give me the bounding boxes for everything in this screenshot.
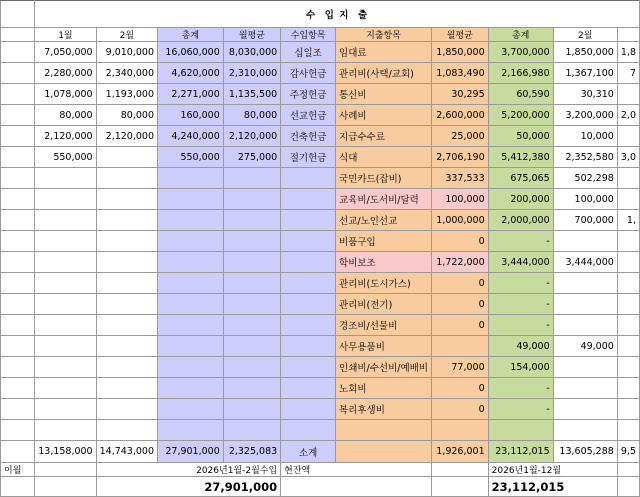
table-cell[interactable] — [223, 210, 280, 231]
table-cell[interactable] — [432, 336, 489, 357]
table-cell[interactable]: 154,000 — [488, 357, 553, 378]
table-cell[interactable]: 임대료 — [336, 42, 432, 63]
table-cell[interactable]: 십일조 — [281, 42, 336, 63]
table-cell[interactable]: 3,444,000 — [553, 252, 617, 273]
total-cell[interactable] — [1, 441, 35, 463]
table-cell[interactable] — [617, 231, 639, 252]
table-cell[interactable] — [158, 420, 224, 441]
table-cell[interactable] — [158, 378, 224, 399]
table-cell[interactable] — [617, 399, 639, 420]
empty-cell[interactable] — [281, 477, 432, 497]
table-cell[interactable]: 주정헌금 — [281, 84, 336, 105]
summary-value-row — [1, 477, 640, 497]
table-cell[interactable] — [281, 231, 336, 252]
table-cell[interactable] — [281, 210, 336, 231]
table-cell[interactable] — [1, 399, 35, 420]
table-cell[interactable]: 80,000 — [35, 105, 96, 126]
table-cell[interactable] — [1, 210, 35, 231]
total-cell[interactable]: 13,605,288 — [553, 441, 617, 463]
empty-cell[interactable] — [35, 477, 96, 497]
table-cell[interactable]: 337,533 — [432, 168, 489, 189]
table-cell[interactable] — [281, 168, 336, 189]
table-cell[interactable]: 1, — [617, 210, 639, 231]
table-cell[interactable]: 3,700,000 — [488, 42, 553, 63]
table-cell[interactable]: 경조비/선물비 — [336, 315, 432, 336]
table-cell[interactable]: 80,000 — [96, 105, 157, 126]
income-total-value[interactable]: 27,901,000 — [96, 477, 281, 497]
total-cell[interactable]: 13,158,000 — [35, 441, 96, 463]
table-cell[interactable] — [223, 399, 280, 420]
empty-cell[interactable] — [617, 463, 639, 477]
table-cell[interactable] — [281, 336, 336, 357]
empty-cell[interactable] — [1, 477, 35, 497]
summary-label-row — [1, 463, 640, 477]
table-cell[interactable] — [223, 189, 280, 210]
table-cell[interactable] — [1, 231, 35, 252]
table-cell[interactable]: 3,0 — [617, 147, 639, 168]
table-cell[interactable] — [336, 420, 432, 441]
table-cell[interactable] — [617, 273, 639, 294]
table-cell[interactable] — [553, 273, 617, 294]
table-cell[interactable]: 노회비 — [336, 378, 432, 399]
column-header[interactable]: 월평균 — [432, 28, 489, 42]
table-cell[interactable]: 2,706,190 — [432, 147, 489, 168]
table-cell[interactable] — [35, 378, 96, 399]
table-cell[interactable] — [553, 357, 617, 378]
table-cell[interactable]: 1,135,500 — [223, 84, 280, 105]
table-cell[interactable] — [223, 378, 280, 399]
table-cell[interactable]: 관리비(사택/교회) — [336, 63, 432, 84]
table-row — [1, 42, 640, 63]
column-header[interactable]: 총계 — [158, 28, 224, 42]
table-cell[interactable]: 550,000 — [158, 147, 224, 168]
table-cell[interactable]: 2,280,000 — [35, 63, 96, 84]
table-cell[interactable] — [223, 336, 280, 357]
table-cell[interactable] — [158, 315, 224, 336]
table-cell[interactable]: 2,166,980 — [488, 63, 553, 84]
total-cell[interactable] — [336, 441, 432, 463]
table-cell[interactable] — [1, 189, 35, 210]
table-cell[interactable]: 0 — [432, 273, 489, 294]
table-cell[interactable]: 2,0 — [617, 105, 639, 126]
title-row — [1, 1, 640, 28]
table-row — [1, 378, 640, 399]
table-cell[interactable]: 통신비 — [336, 84, 432, 105]
table-row — [1, 357, 640, 378]
table-row — [1, 273, 640, 294]
table-cell[interactable] — [281, 294, 336, 315]
table-cell[interactable]: - — [488, 399, 553, 420]
table-cell[interactable] — [1, 147, 35, 168]
table-cell[interactable]: 5,412,380 — [488, 147, 553, 168]
table-cell[interactable]: 선교헌금 — [281, 105, 336, 126]
table-row — [1, 105, 640, 126]
table-cell[interactable]: 1,8 — [617, 42, 639, 63]
table-cell[interactable] — [617, 294, 639, 315]
table-cell[interactable]: 30,310 — [553, 84, 617, 105]
table-cell[interactable]: 200,000 — [488, 189, 553, 210]
table-cell[interactable] — [617, 378, 639, 399]
cell-title-a[interactable] — [1, 1, 35, 28]
column-header[interactable]: 월평균 — [223, 28, 280, 42]
table-cell[interactable]: 25,000 — [432, 126, 489, 147]
table-cell[interactable] — [158, 231, 224, 252]
table-cell[interactable]: - — [488, 378, 553, 399]
table-cell[interactable]: 국민카드(잡비) — [336, 168, 432, 189]
table-cell[interactable]: 2,310,000 — [223, 63, 280, 84]
table-cell[interactable]: 3,200,000 — [553, 105, 617, 126]
column-header[interactable]: 수입항목 — [281, 28, 336, 42]
table-cell[interactable] — [158, 168, 224, 189]
table-cell[interactable]: 0 — [432, 315, 489, 336]
table-cell[interactable]: 식대 — [336, 147, 432, 168]
table-cell[interactable] — [223, 273, 280, 294]
table-cell[interactable]: 학비보조 — [336, 252, 432, 273]
table-cell[interactable] — [1, 357, 35, 378]
table-cell[interactable]: 절기헌금 — [281, 147, 336, 168]
table-cell[interactable] — [617, 84, 639, 105]
table-cell[interactable] — [281, 189, 336, 210]
totals-row — [1, 441, 640, 463]
table-cell[interactable] — [35, 231, 96, 252]
table-cell[interactable]: 교육비/도서비/달력 — [336, 189, 432, 210]
table-cell[interactable] — [96, 189, 157, 210]
table-cell[interactable]: 1,083,490 — [432, 63, 489, 84]
table-cell[interactable]: - — [488, 294, 553, 315]
table-cell[interactable]: 7 — [617, 63, 639, 84]
empty-cell[interactable] — [35, 463, 96, 477]
table-cell[interactable] — [223, 420, 280, 441]
table-cell[interactable]: 1,078,000 — [35, 84, 96, 105]
table-cell[interactable]: 선교/노인선교 — [336, 210, 432, 231]
table-cell[interactable] — [1, 294, 35, 315]
column-header[interactable] — [617, 28, 639, 42]
table-cell[interactable] — [35, 252, 96, 273]
table-cell[interactable] — [223, 252, 280, 273]
table-cell[interactable] — [617, 315, 639, 336]
table-cell[interactable]: 80,000 — [223, 105, 280, 126]
table-cell[interactable]: 49,000 — [553, 336, 617, 357]
table-cell[interactable] — [35, 273, 96, 294]
table-cell[interactable] — [35, 168, 96, 189]
total-cell[interactable]: 1,926,001 — [432, 441, 489, 463]
table-cell[interactable] — [223, 231, 280, 252]
table-cell[interactable] — [158, 399, 224, 420]
table-cell[interactable]: 4,620,000 — [158, 63, 224, 84]
table-cell[interactable] — [617, 420, 639, 441]
table-cell[interactable]: 275,000 — [223, 147, 280, 168]
table-cell[interactable] — [158, 336, 224, 357]
table-cell[interactable]: 550,000 — [35, 147, 96, 168]
table-cell[interactable] — [96, 210, 157, 231]
table-cell[interactable]: 1,850,000 — [432, 42, 489, 63]
table-cell[interactable]: 사례비 — [336, 105, 432, 126]
balance-label[interactable]: 현잔액 — [281, 463, 432, 477]
table-cell[interactable]: 160,000 — [158, 105, 224, 126]
table-cell[interactable]: 9,010,000 — [96, 42, 157, 63]
table-cell[interactable]: 3,444,000 — [488, 252, 553, 273]
column-header[interactable]: 2월 — [96, 28, 157, 42]
total-cell[interactable]: 9,5 — [617, 441, 639, 463]
table-cell[interactable] — [223, 294, 280, 315]
table-cell[interactable]: 100,000 — [432, 189, 489, 210]
table-cell[interactable] — [1, 42, 35, 63]
table-cell[interactable] — [96, 399, 157, 420]
table-row — [1, 315, 640, 336]
table-cell[interactable] — [158, 357, 224, 378]
table-cell[interactable] — [617, 252, 639, 273]
table-cell[interactable] — [223, 357, 280, 378]
table-cell[interactable]: 감사헌금 — [281, 63, 336, 84]
table-cell[interactable] — [617, 189, 639, 210]
table-cell[interactable]: 비품구입 — [336, 231, 432, 252]
table-cell[interactable]: 건축헌금 — [281, 126, 336, 147]
table-cell[interactable]: 700,000 — [553, 210, 617, 231]
table-cell[interactable] — [96, 168, 157, 189]
empty-cell[interactable] — [432, 463, 489, 477]
table-row — [1, 399, 640, 420]
table-cell[interactable] — [96, 336, 157, 357]
table-cell[interactable]: 5,200,000 — [488, 105, 553, 126]
table-cell[interactable] — [96, 378, 157, 399]
table-cell[interactable] — [553, 399, 617, 420]
table-cell[interactable]: 사무용품비 — [336, 336, 432, 357]
column-header[interactable]: 1월 — [35, 28, 96, 42]
table-cell[interactable] — [281, 420, 336, 441]
table-cell[interactable] — [617, 168, 639, 189]
table-cell[interactable]: 1,000,000 — [432, 210, 489, 231]
table-cell[interactable] — [281, 252, 336, 273]
table-cell[interactable]: 50,000 — [488, 126, 553, 147]
total-cell[interactable]: 소계 — [281, 441, 336, 463]
header-row — [1, 28, 640, 42]
table-row — [1, 168, 640, 189]
column-header[interactable]: 총계 — [488, 28, 553, 42]
table-cell[interactable] — [96, 231, 157, 252]
table-cell[interactable] — [1, 315, 35, 336]
table-cell[interactable] — [1, 336, 35, 357]
table-cell[interactable] — [281, 357, 336, 378]
empty-cell[interactable] — [617, 477, 639, 497]
table-cell[interactable] — [1, 126, 35, 147]
table-cell[interactable]: 2,120,000 — [96, 126, 157, 147]
table-cell[interactable] — [281, 399, 336, 420]
table-cell[interactable]: 16,060,000 — [158, 42, 224, 63]
table-cell[interactable]: 30,295 — [432, 84, 489, 105]
expense-period-label[interactable]: 2026년1월-12월 — [488, 463, 617, 477]
table-cell[interactable]: 2,600,000 — [432, 105, 489, 126]
table-row — [1, 294, 640, 315]
table-cell[interactable]: 관리비(도시가스) — [336, 273, 432, 294]
total-cell[interactable]: 23,112,015 — [488, 441, 553, 463]
table-cell[interactable] — [35, 210, 96, 231]
table-cell[interactable]: 4,240,000 — [158, 126, 224, 147]
table-row — [1, 231, 640, 252]
empty-cell[interactable] — [432, 477, 489, 497]
table-cell[interactable] — [223, 315, 280, 336]
table-cell[interactable] — [617, 336, 639, 357]
table-cell[interactable]: - — [488, 231, 553, 252]
table-cell[interactable] — [96, 294, 157, 315]
table-cell[interactable]: - — [488, 315, 553, 336]
table-row — [1, 210, 640, 231]
table-cell[interactable] — [35, 315, 96, 336]
table-cell[interactable]: 100,000 — [553, 189, 617, 210]
table-cell[interactable]: 7,050,000 — [35, 42, 96, 63]
table-cell[interactable]: 0 — [432, 231, 489, 252]
table-cell[interactable]: 2,000,000 — [488, 210, 553, 231]
table-cell[interactable] — [35, 294, 96, 315]
sheet-title[interactable]: 수 입 지 출 — [35, 1, 640, 28]
table-cell[interactable] — [1, 105, 35, 126]
table-cell[interactable] — [1, 273, 35, 294]
table-cell[interactable]: - — [488, 273, 553, 294]
table-cell[interactable]: 지급수수료 — [336, 126, 432, 147]
table-cell[interactable] — [553, 420, 617, 441]
table-cell[interactable]: 1,850,000 — [553, 42, 617, 63]
table-cell[interactable] — [223, 168, 280, 189]
table-cell[interactable]: 675,065 — [488, 168, 553, 189]
table-cell[interactable] — [281, 273, 336, 294]
column-header[interactable] — [1, 28, 35, 42]
table-cell[interactable] — [35, 189, 96, 210]
table-cell[interactable]: 1,722,000 — [432, 252, 489, 273]
table-cell[interactable] — [1, 420, 35, 441]
table-cell[interactable]: 0 — [432, 294, 489, 315]
table-cell[interactable]: 2,120,000 — [223, 126, 280, 147]
table-cell[interactable]: 60,590 — [488, 84, 553, 105]
table-cell[interactable] — [35, 420, 96, 441]
table-cell[interactable] — [1, 84, 35, 105]
table-row — [1, 84, 640, 105]
table-cell[interactable]: 0 — [432, 378, 489, 399]
total-cell[interactable]: 14,743,000 — [96, 441, 157, 463]
table-cell[interactable] — [158, 294, 224, 315]
table-cell[interactable]: 49,000 — [488, 336, 553, 357]
expense-total-value[interactable]: 23,112,015 — [488, 477, 617, 497]
table-cell[interactable] — [96, 252, 157, 273]
table-cell[interactable] — [1, 378, 35, 399]
table-cell[interactable] — [617, 357, 639, 378]
table-cell[interactable]: 2,340,000 — [96, 63, 157, 84]
table-cell[interactable] — [158, 273, 224, 294]
table-cell[interactable] — [158, 210, 224, 231]
table-cell[interactable] — [96, 420, 157, 441]
table-row — [1, 126, 640, 147]
table-cell[interactable] — [553, 315, 617, 336]
table-row — [1, 63, 640, 84]
table-cell[interactable]: 1,367,100 — [553, 63, 617, 84]
table-cell[interactable] — [35, 336, 96, 357]
table-cell[interactable] — [96, 315, 157, 336]
table-row — [1, 147, 640, 168]
table-cell[interactable] — [1, 168, 35, 189]
table-cell[interactable] — [158, 252, 224, 273]
table-cell[interactable] — [281, 315, 336, 336]
table-cell[interactable] — [35, 399, 96, 420]
table-cell[interactable] — [96, 147, 157, 168]
table-cell[interactable] — [96, 357, 157, 378]
table-cell[interactable] — [432, 420, 489, 441]
table-cell[interactable] — [1, 252, 35, 273]
table-cell[interactable] — [488, 420, 553, 441]
table-cell[interactable]: 복리후생비 — [336, 399, 432, 420]
table-cell[interactable] — [281, 378, 336, 399]
table-cell[interactable]: 관리비(전기) — [336, 294, 432, 315]
table-cell[interactable]: 2,271,000 — [158, 84, 224, 105]
table-cell[interactable]: 8,030,000 — [223, 42, 280, 63]
total-cell[interactable]: 27,901,000 — [158, 441, 224, 463]
table-cell[interactable]: 인쇄비/수선비/예배비 — [336, 357, 432, 378]
table-cell[interactable] — [553, 378, 617, 399]
carryover-label[interactable]: 이월 — [1, 463, 35, 477]
table-cell[interactable]: 2,352,580 — [553, 147, 617, 168]
table-cell[interactable]: 2,120,000 — [35, 126, 96, 147]
table-cell[interactable] — [35, 357, 96, 378]
table-cell[interactable] — [553, 294, 617, 315]
table-cell[interactable]: 77,000 — [432, 357, 489, 378]
table-cell[interactable] — [96, 273, 157, 294]
table-cell[interactable] — [1, 63, 35, 84]
table-row — [1, 420, 640, 441]
table-cell[interactable] — [158, 189, 224, 210]
table-cell[interactable]: 10,000 — [553, 126, 617, 147]
table-row — [1, 252, 640, 273]
table-row — [1, 336, 640, 357]
table-cell[interactable]: 0 — [432, 399, 489, 420]
table-cell[interactable] — [553, 231, 617, 252]
column-header[interactable]: 2월 — [553, 28, 617, 42]
income-period-label[interactable]: 2026년1월-2월수입 — [96, 463, 281, 477]
table-cell[interactable]: 1,193,000 — [96, 84, 157, 105]
total-cell[interactable]: 2,325,083 — [223, 441, 280, 463]
column-header[interactable]: 지출항목 — [336, 28, 432, 42]
table-cell[interactable] — [617, 126, 639, 147]
table-row — [1, 189, 640, 210]
table-cell[interactable]: 502,298 — [553, 168, 617, 189]
